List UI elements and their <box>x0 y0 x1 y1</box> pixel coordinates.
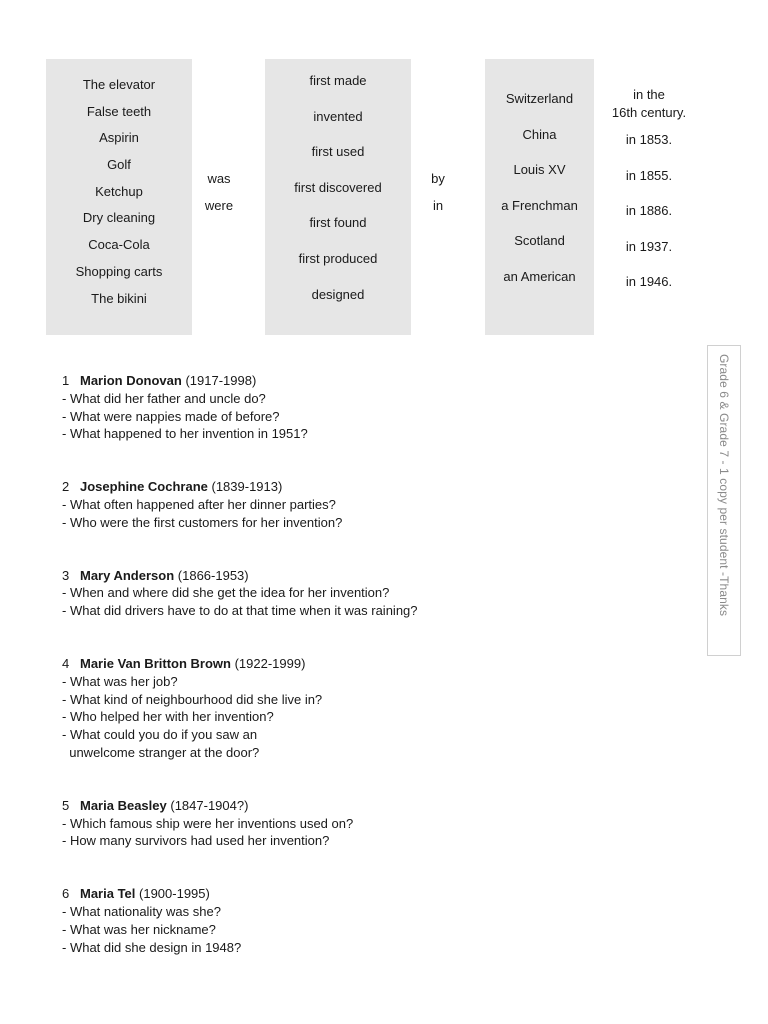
inventor-dates: (1866-1953) <box>177 567 249 583</box>
inventor-dates: (1917-1998) <box>185 373 257 388</box>
agent-item: an American <box>503 268 576 284</box>
action-item: first discovered <box>294 179 382 195</box>
question-line: - What did drivers have to do at that time when it was raining? <box>62 603 418 619</box>
inventor-dates: (1900-1995) <box>139 886 210 902</box>
subject-item: False teeth <box>86 103 152 119</box>
subject-item: Aspirin <box>99 130 139 146</box>
actions-list <box>294 67 381 316</box>
subject-item: Coca-Cola <box>88 237 150 253</box>
subject-item: Dry cleaning <box>82 210 156 226</box>
question-line: - Who were the first customers for her invention? <box>62 514 343 530</box>
time-item: in the 16th century. <box>611 87 687 120</box>
inventor-name: Marion Donovan <box>80 373 182 388</box>
time-item: in 1853. <box>625 132 673 147</box>
inventor-dates: (1839-1913) <box>211 479 283 495</box>
agent-item: China <box>522 126 557 142</box>
question-line: - When and where did she get the idea for her invention? <box>62 585 390 601</box>
question-line: - What were nappies made of before? <box>62 408 280 424</box>
agent-item: a Frenchman <box>501 197 578 213</box>
question-heading <box>62 655 682 673</box>
action-item: first produced <box>298 250 378 266</box>
question-line: - What could you do if you saw an <box>62 727 258 743</box>
subjects-list <box>76 72 163 312</box>
action-item: first used <box>311 144 365 160</box>
inventor-name: Josephine Cochrane <box>80 479 208 495</box>
verb-item: was <box>207 171 231 186</box>
agent-item: Louis XV <box>513 162 566 178</box>
sidebar-note-box <box>707 345 741 656</box>
inventor-dates: (1847-1904?) <box>170 797 249 813</box>
question-number: 3 <box>62 567 70 583</box>
question-heading <box>62 478 682 496</box>
question-line: - What nationality was she? <box>62 903 221 919</box>
question-line: - How many survivors had used her invention? <box>62 833 330 849</box>
question-line: - What was her nickname? <box>62 921 216 937</box>
question-block <box>62 655 682 762</box>
question-block <box>62 885 682 956</box>
subject-item: The elevator <box>82 77 156 92</box>
question-line: - What kind of neighbourhood did she live in? <box>62 691 323 707</box>
inventor-name: Marie Van Britton Brown <box>80 655 231 671</box>
questions-section <box>62 372 682 991</box>
time-item: in 1946. <box>625 274 673 290</box>
question-block <box>62 478 682 531</box>
verbs-column <box>196 166 242 219</box>
subject-item: Ketchup <box>95 183 143 199</box>
question-line: - Which famous ship were her inventions used on? <box>62 815 354 831</box>
prepositions-column <box>418 166 458 219</box>
question-number: 4 <box>62 655 70 671</box>
question-heading <box>62 567 682 585</box>
verb-item: were <box>204 197 234 213</box>
inventor-dates: (1922-1999) <box>234 655 306 671</box>
subject-item: Golf <box>107 157 131 173</box>
subject-item: Shopping carts <box>75 263 163 279</box>
subject-item: The bikini <box>91 290 147 306</box>
question-line: - What did her father and uncle do? <box>62 390 266 406</box>
inventor-name: Maria Tel <box>80 886 136 902</box>
question-line: - What happened to her invention in 1951? <box>62 426 308 442</box>
question-line: - What did she design in 1948? <box>62 939 242 955</box>
preposition-item: in <box>432 197 444 213</box>
question-number: 5 <box>62 797 70 813</box>
agents-column <box>485 59 594 335</box>
action-item: first made <box>309 73 367 88</box>
question-number: 6 <box>62 886 70 902</box>
question-heading <box>62 372 682 390</box>
question-heading <box>62 885 682 903</box>
question-line: unwelcome stranger at the door? <box>62 744 260 760</box>
question-block <box>62 372 682 443</box>
agent-item: Scotland <box>514 233 565 249</box>
question-line: - Who helped her with her invention? <box>62 709 274 725</box>
actions-column <box>265 59 411 335</box>
action-item: invented <box>313 108 363 124</box>
time-item: in 1937. <box>625 238 673 254</box>
inventor-name: Maria Beasley <box>80 797 167 813</box>
action-item: first found <box>309 215 367 231</box>
question-block <box>62 567 682 620</box>
question-block <box>62 797 682 850</box>
inventor-name: Mary Anderson <box>80 567 175 583</box>
subjects-column <box>46 59 192 335</box>
action-item: designed <box>311 286 365 302</box>
question-heading <box>62 797 682 815</box>
times-column <box>598 86 700 300</box>
agents-list <box>501 86 578 300</box>
question-number: 2 <box>62 479 70 495</box>
question-line: - What was her job? <box>62 673 178 689</box>
agent-item: Switzerland <box>505 91 574 106</box>
question-number: 1 <box>62 373 70 388</box>
sidebar-note: Grade 6 & Grade 7 - 1 copy per student -Thanks <box>717 354 731 617</box>
time-item: in 1855. <box>625 167 673 183</box>
time-item: in 1886. <box>625 203 673 219</box>
preposition-item: by <box>431 171 445 186</box>
question-line: - What often happened after her dinner parties? <box>62 496 336 512</box>
